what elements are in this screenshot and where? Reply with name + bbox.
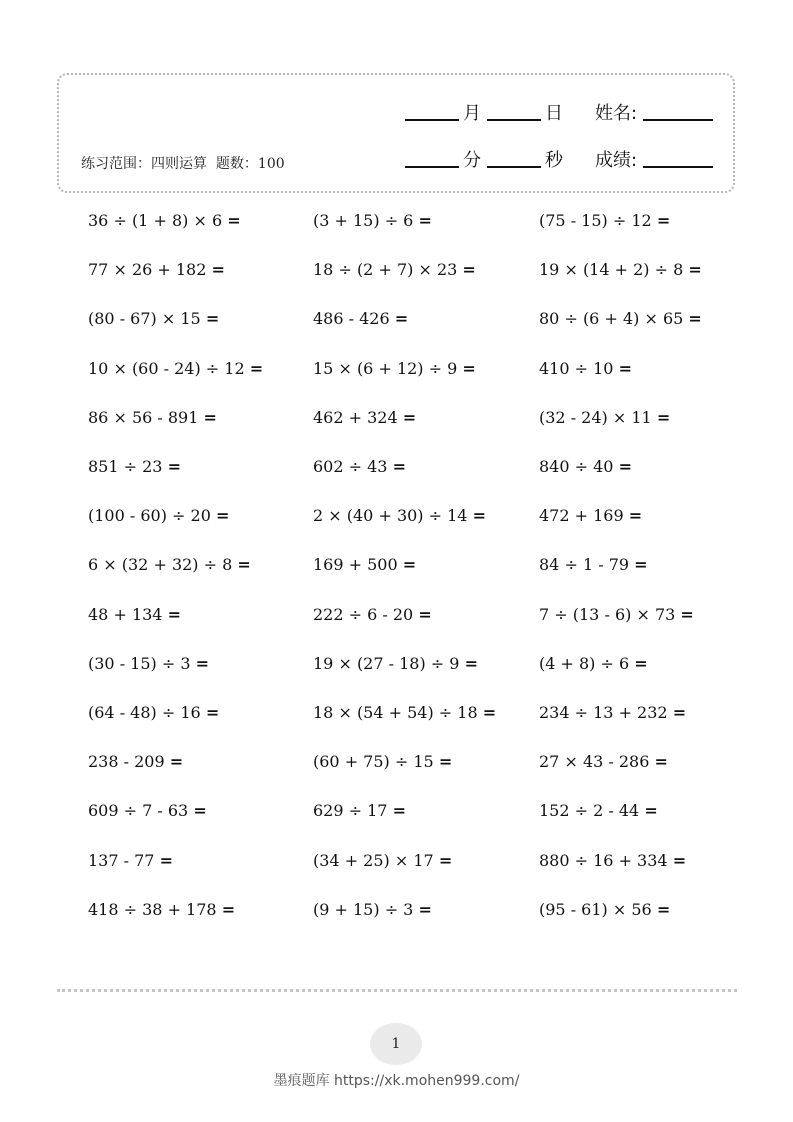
- problem-item: [539, 703, 686, 723]
- problem-expression: (75 - 15) ÷ 12: [539, 211, 652, 230]
- problem-expression: 840 ÷ 40: [539, 457, 614, 476]
- problem-expression: 77 × 26 + 182: [88, 260, 207, 280]
- problem-expression: 86 × 56 - 891: [88, 407, 199, 427]
- problem-item: [539, 555, 648, 575]
- problem-expression: 137 - 77: [88, 850, 155, 870]
- equals-sign: =: [462, 260, 476, 280]
- equals-sign: =: [688, 260, 702, 280]
- problem-expression: 472 + 169: [539, 506, 624, 526]
- score-label: 成绩:: [595, 150, 638, 171]
- footer-source: 墨痕题库 https://xk.mohen999.com/: [273, 1073, 520, 1089]
- problem-item: [313, 408, 416, 428]
- equals-sign: =: [438, 850, 453, 870]
- problem-expression: 18 × (54 + 54) ÷ 18: [313, 703, 478, 722]
- problem-item: [313, 506, 486, 526]
- problem-item: [88, 211, 241, 231]
- problem-item: [539, 211, 670, 231]
- problem-expression: (100 - 60) ÷ 20: [88, 506, 211, 526]
- equals-sign: =: [205, 703, 220, 722]
- page-number: 1: [370, 1023, 422, 1065]
- problem-expression: (34 + 25) × 17: [313, 850, 434, 870]
- problem-item: [539, 506, 642, 526]
- problem-item: [88, 457, 181, 477]
- problem-expression: 602 ÷ 43: [313, 457, 388, 476]
- problem-expression: 2 × (40 + 30) ÷ 14: [313, 506, 468, 526]
- equals-sign: =: [249, 358, 264, 378]
- equals-sign: =: [203, 407, 217, 427]
- problem-item: [539, 260, 702, 280]
- problem-item: [539, 605, 694, 625]
- problem-item: [539, 408, 670, 428]
- day-label: 日: [545, 103, 563, 124]
- equals-sign: =: [672, 703, 687, 722]
- problem-expression: (64 - 48) ÷ 16: [88, 703, 201, 722]
- equals-sign: =: [392, 801, 406, 821]
- problem-item: [539, 752, 668, 772]
- equals-sign: =: [402, 407, 417, 427]
- equals-sign: =: [656, 899, 671, 919]
- equals-sign: =: [392, 457, 406, 476]
- problem-expression: 169 + 500: [313, 555, 398, 575]
- problem-item: [539, 309, 702, 329]
- month-label: 月: [463, 103, 481, 124]
- equals-sign: =: [418, 604, 432, 624]
- problem-item: [88, 851, 173, 871]
- problem-expression: (80 - 67) × 15: [88, 309, 201, 329]
- problem-item: [88, 801, 207, 821]
- problem-expression: (9 + 15) ÷ 3: [313, 899, 414, 919]
- name-label: 姓名:: [595, 103, 638, 124]
- problem-item: [88, 260, 225, 280]
- problem-expression: 234 ÷ 13 + 232: [539, 703, 668, 722]
- problem-item: [539, 359, 632, 379]
- problem-expression: 80 ÷ (6 + 4) × 65: [539, 309, 684, 329]
- problem-expression: 880 ÷ 16 + 334: [539, 850, 668, 870]
- problem-item: [88, 408, 217, 428]
- problem-expression: 18 ÷ (2 + 7) × 23: [313, 260, 458, 280]
- problem-item: [313, 359, 476, 379]
- equals-sign: =: [462, 358, 476, 378]
- problem-expression: (4 + 8) ÷ 6: [539, 653, 630, 673]
- problem-item: [313, 703, 496, 723]
- equals-sign: =: [482, 703, 497, 722]
- problem-item: [539, 900, 670, 920]
- problem-expression: 10 × (60 - 24) ÷ 12: [88, 358, 245, 378]
- equals-sign: =: [205, 309, 220, 329]
- equals-sign: =: [672, 850, 687, 870]
- equals-sign: =: [418, 211, 432, 230]
- equals-sign: =: [688, 309, 702, 329]
- problem-item: [539, 457, 632, 477]
- equals-sign: =: [618, 457, 632, 476]
- problem-item: [313, 752, 452, 772]
- equals-sign: =: [438, 752, 453, 772]
- equals-sign: =: [618, 358, 632, 378]
- problem-item: [313, 211, 432, 231]
- problem-expression: 222 ÷ 6 - 20: [313, 604, 414, 624]
- problem-item: [313, 555, 416, 575]
- equals-sign: =: [634, 555, 648, 575]
- minute-label: 分: [463, 150, 481, 171]
- problem-expression: (95 - 61) × 56: [539, 899, 652, 919]
- problem-expression: 84 ÷ 1 - 79: [539, 555, 630, 575]
- problem-item: [88, 752, 183, 772]
- problem-item: [88, 900, 235, 920]
- count-label: 题数：: [215, 156, 258, 172]
- equals-sign: =: [394, 309, 409, 329]
- equals-sign: =: [193, 801, 207, 821]
- problem-expression: 19 × (14 + 2) ÷ 8: [539, 260, 684, 280]
- problem-expression: (60 + 75) ÷ 15: [313, 752, 434, 772]
- equals-sign: =: [167, 604, 181, 624]
- equals-sign: =: [195, 653, 210, 673]
- equals-sign: =: [644, 801, 658, 821]
- problem-item: [88, 703, 219, 723]
- problem-expression: 629 ÷ 17: [313, 801, 388, 821]
- equals-sign: =: [472, 506, 486, 526]
- equals-sign: =: [169, 752, 184, 772]
- equals-sign: =: [656, 407, 671, 427]
- problem-expression: 462 + 324: [313, 407, 398, 427]
- problem-expression: 7 ÷ (13 - 6) × 73: [539, 604, 676, 624]
- equals-sign: =: [654, 752, 668, 772]
- problem-item: [88, 506, 229, 526]
- problem-expression: 486 - 426: [313, 309, 390, 329]
- equals-sign: =: [656, 211, 671, 230]
- equals-sign: =: [418, 899, 432, 919]
- equals-sign: =: [216, 506, 230, 526]
- equals-sign: =: [628, 506, 643, 526]
- equals-sign: =: [680, 604, 694, 624]
- problem-item: [313, 654, 478, 674]
- equals-sign: =: [211, 260, 225, 280]
- problem-expression: 48 + 134: [88, 604, 163, 624]
- problem-expression: (3 + 15) ÷ 6: [313, 211, 414, 230]
- problem-expression: 36 ÷ (1 + 8) × 6: [88, 211, 223, 230]
- problem-item: [313, 309, 408, 329]
- equals-sign: =: [464, 653, 478, 673]
- problem-item: [88, 654, 209, 674]
- count-value: 100: [257, 156, 285, 172]
- problem-expression: 238 - 209: [88, 752, 165, 772]
- problem-item: [313, 260, 476, 280]
- problem-item: [88, 555, 251, 575]
- equals-sign: =: [159, 850, 173, 870]
- problem-item: [539, 801, 658, 821]
- problem-item: [539, 654, 648, 674]
- problem-expression: 27 × 43 - 286: [539, 752, 650, 772]
- problem-item: [313, 851, 452, 871]
- problem-item: [313, 605, 432, 625]
- problem-item: [313, 900, 432, 920]
- problem-expression: (32 - 24) × 11: [539, 407, 652, 427]
- problem-expression: 19 × (27 - 18) ÷ 9: [313, 653, 460, 673]
- equals-sign: =: [402, 555, 417, 575]
- problem-item: [313, 457, 406, 477]
- problem-expression: 410 ÷ 10: [539, 358, 614, 378]
- equals-sign: =: [634, 653, 648, 673]
- dotted-divider: [57, 989, 737, 992]
- equals-sign: =: [167, 457, 181, 476]
- problem-item: [313, 801, 406, 821]
- second-label: 秒: [545, 150, 563, 171]
- equals-sign: =: [221, 899, 236, 919]
- problem-expression: 152 ÷ 2 - 44: [539, 801, 640, 821]
- problem-item: [88, 309, 219, 329]
- problem-expression: 6 × (32 + 32) ÷ 8: [88, 555, 233, 575]
- problem-item: [88, 359, 263, 379]
- range-label: 练习范围：四则运算: [81, 156, 207, 172]
- problem-expression: 15 × (6 + 12) ÷ 9: [313, 358, 458, 378]
- problem-expression: 851 ÷ 23: [88, 457, 163, 476]
- problem-expression: 609 ÷ 7 - 63: [88, 801, 189, 821]
- equals-sign: =: [227, 211, 241, 230]
- equals-sign: =: [237, 555, 251, 575]
- problem-expression: (30 - 15) ÷ 3: [88, 653, 191, 673]
- problem-item: [539, 851, 686, 871]
- problem-item: [88, 605, 181, 625]
- problem-expression: 418 ÷ 38 + 178: [88, 899, 217, 919]
